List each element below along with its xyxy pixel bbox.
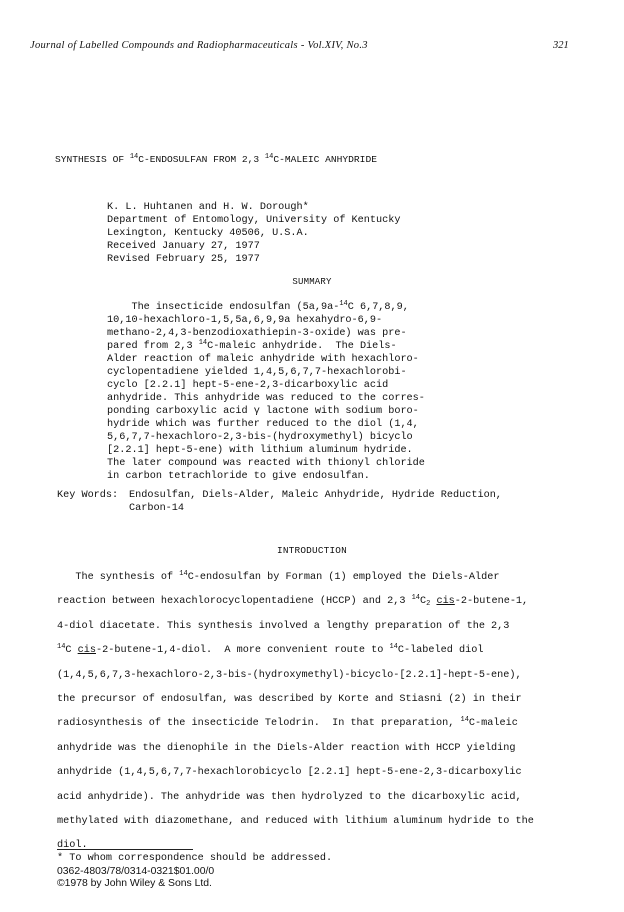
intro-superscript: 14	[57, 643, 66, 652]
page-number: 321	[553, 40, 569, 51]
key-words-row-2	[57, 502, 502, 515]
summary-superscript-2: 14	[198, 339, 208, 347]
footnote-block	[57, 853, 332, 891]
received-date: Received January 27, 1977	[107, 241, 260, 252]
footnote-article-code: 0362-4803/78/0314-0321$01.00/0	[57, 865, 215, 877]
intro-superscript: 14	[411, 594, 420, 603]
author-names: K. L. Huhtanen and H. W. Dorough*	[107, 202, 309, 213]
key-words-list: Endosulfan, Diels-Alder, Maleic Anhydride, Hydride Reduction,	[129, 490, 502, 501]
summary-line-4a: pared from 2,3	[107, 341, 199, 352]
summary-line: Alder reaction of maleic anhydride with hexachloro-	[107, 354, 419, 365]
summary-line: cyclo [2.2.1] hept-5-ene-2,3-dicarboxylic acid	[107, 380, 389, 391]
introduction-body	[57, 571, 534, 864]
summary-line: 5,6,7,7-hexachloro-2,3-bis-(hydroxymethyl) bicyclo	[107, 432, 413, 443]
intro-line-2a: reaction between hexachlorocyclopentadiene (HCCP) and 2,3	[57, 596, 412, 608]
intro-line	[57, 571, 534, 595]
intro-line-2b: C	[420, 596, 427, 608]
intro-line-4c: C-labeled diol	[397, 645, 484, 657]
intro-underlined-cis: cis	[77, 645, 96, 657]
author-block	[107, 201, 400, 266]
intro-line-1b: C-endosulfan by Forman (1) employed the Diels-Alder	[187, 572, 500, 583]
intro-line-1a: The synthesis of	[57, 572, 180, 583]
summary-heading: SUMMARY	[292, 277, 332, 287]
intro-subscript: 2	[426, 600, 431, 609]
summary-line-4b: C-maleic anhydride. The Diels-	[207, 341, 397, 352]
footnote-correspondence: * To whom correspondence should be addressed.	[57, 853, 333, 864]
summary-line: anhydride. This anhydride was reduced to the corres-	[107, 393, 425, 404]
summary-line: The later compound was reacted with thionyl chloride	[107, 458, 425, 469]
summary-line: ponding carboxylic acid γ lactone with sodium boro-	[107, 406, 419, 417]
intro-line	[57, 717, 534, 741]
intro-line: methylated with diazomethane, and reduced with lithium aluminum hydride to the	[57, 815, 534, 827]
intro-line: diol.	[57, 840, 88, 852]
title-superscript-1: 14	[129, 153, 139, 161]
intro-line-2d: -2-butene-1,	[454, 596, 529, 608]
key-words	[57, 489, 502, 515]
revised-date: Revised February 25, 1977	[107, 254, 260, 265]
intro-line: the precursor of endosulfan, was described by Korte and Stiasni (2) in their	[57, 693, 522, 705]
intro-underlined-cis: cis	[436, 596, 455, 608]
author-department: Department of Entomology, University of Kentucky	[107, 215, 401, 226]
summary-line: [2.2.1] hept-5-ene) with lithium aluminum hydride.	[107, 445, 413, 456]
intro-line	[57, 595, 534, 619]
intro-superscript: 14	[389, 643, 398, 652]
introduction-heading: INTRODUCTION	[277, 545, 347, 556]
summary-line: in carbon tetrachloride to give endosulfan.	[107, 471, 370, 482]
summary-line-1a: The insecticide endosulfan (5a,9a-	[107, 302, 340, 313]
intro-line-4a: C	[65, 645, 78, 657]
footnote-copyright: ©1978 by John Wiley & Sons Ltd.	[57, 878, 212, 889]
title-part-3: C-MALEIC ANHYDRIDE	[273, 154, 377, 165]
intro-line: anhydride was the dienophile in the Diels-Alder reaction with HCCP yielding	[57, 742, 516, 754]
key-words-list-continued: Carbon-14	[129, 503, 185, 514]
article-title	[55, 153, 377, 166]
intro-line: 4-diol diacetate. This synthesis involved a lengthy preparation of the 2,3	[57, 620, 510, 632]
footnote-divider	[57, 849, 193, 850]
intro-line-7b: C-maleic	[468, 718, 518, 730]
intro-line-4b: -2-butene-1,4-diol. A more convenient route to	[95, 645, 390, 657]
summary-abstract	[107, 301, 425, 483]
intro-superscript: 14	[460, 716, 469, 725]
running-header-journal: Journal of Labelled Compounds and Radiopharmaceuticals - Vol.XIV, No.3	[30, 40, 368, 51]
intro-line: (1,4,5,6,7,3-hexachloro-2,3-bis-(hydroxymethyl)-bicyclo-[2.2.1]-hept-5-ene),	[57, 669, 522, 681]
summary-line	[107, 340, 425, 353]
intro-line: acid anhydride). The anhydride was then hydrolyzed to the dicarboxylic acid,	[57, 791, 522, 803]
summary-line: methano-2,4,3-benzodioxathiepin-3-oxide) was pre-	[107, 328, 407, 339]
summary-line	[107, 301, 425, 314]
intro-line	[57, 644, 534, 668]
title-part-2: C-ENDOSULFAN FROM 2,3	[138, 154, 265, 165]
summary-line-1b: C 6,7,8,9,	[347, 302, 409, 313]
summary-line: hydride which was further reduced to the diol (1,4,	[107, 419, 419, 430]
summary-line: 10,10-hexachloro-1,5,5a,6,9,9a hexahydro-6,9-	[107, 315, 383, 326]
intro-line: anhydride (1,4,5,6,7,7-hexachlorobicyclo [2.2.1] hept-5-ene-2,3-dicarboxylic	[57, 767, 522, 779]
key-words-row-1	[57, 489, 502, 502]
intro-line-7a: radiosynthesis of the insecticide Telodrin. In that preparation,	[57, 718, 461, 730]
summary-line: cyclopentadiene yielded 1,4,5,6,7,7-hexachlorobi-	[107, 367, 407, 378]
title-part-1: SYNTHESIS OF	[55, 154, 130, 165]
intro-superscript: 14	[179, 570, 188, 578]
author-address: Lexington, Kentucky 40506, U.S.A.	[107, 228, 309, 239]
title-superscript-2: 14	[264, 153, 274, 161]
summary-superscript-1: 14	[339, 300, 348, 308]
key-words-label: Key Words:	[57, 490, 119, 501]
